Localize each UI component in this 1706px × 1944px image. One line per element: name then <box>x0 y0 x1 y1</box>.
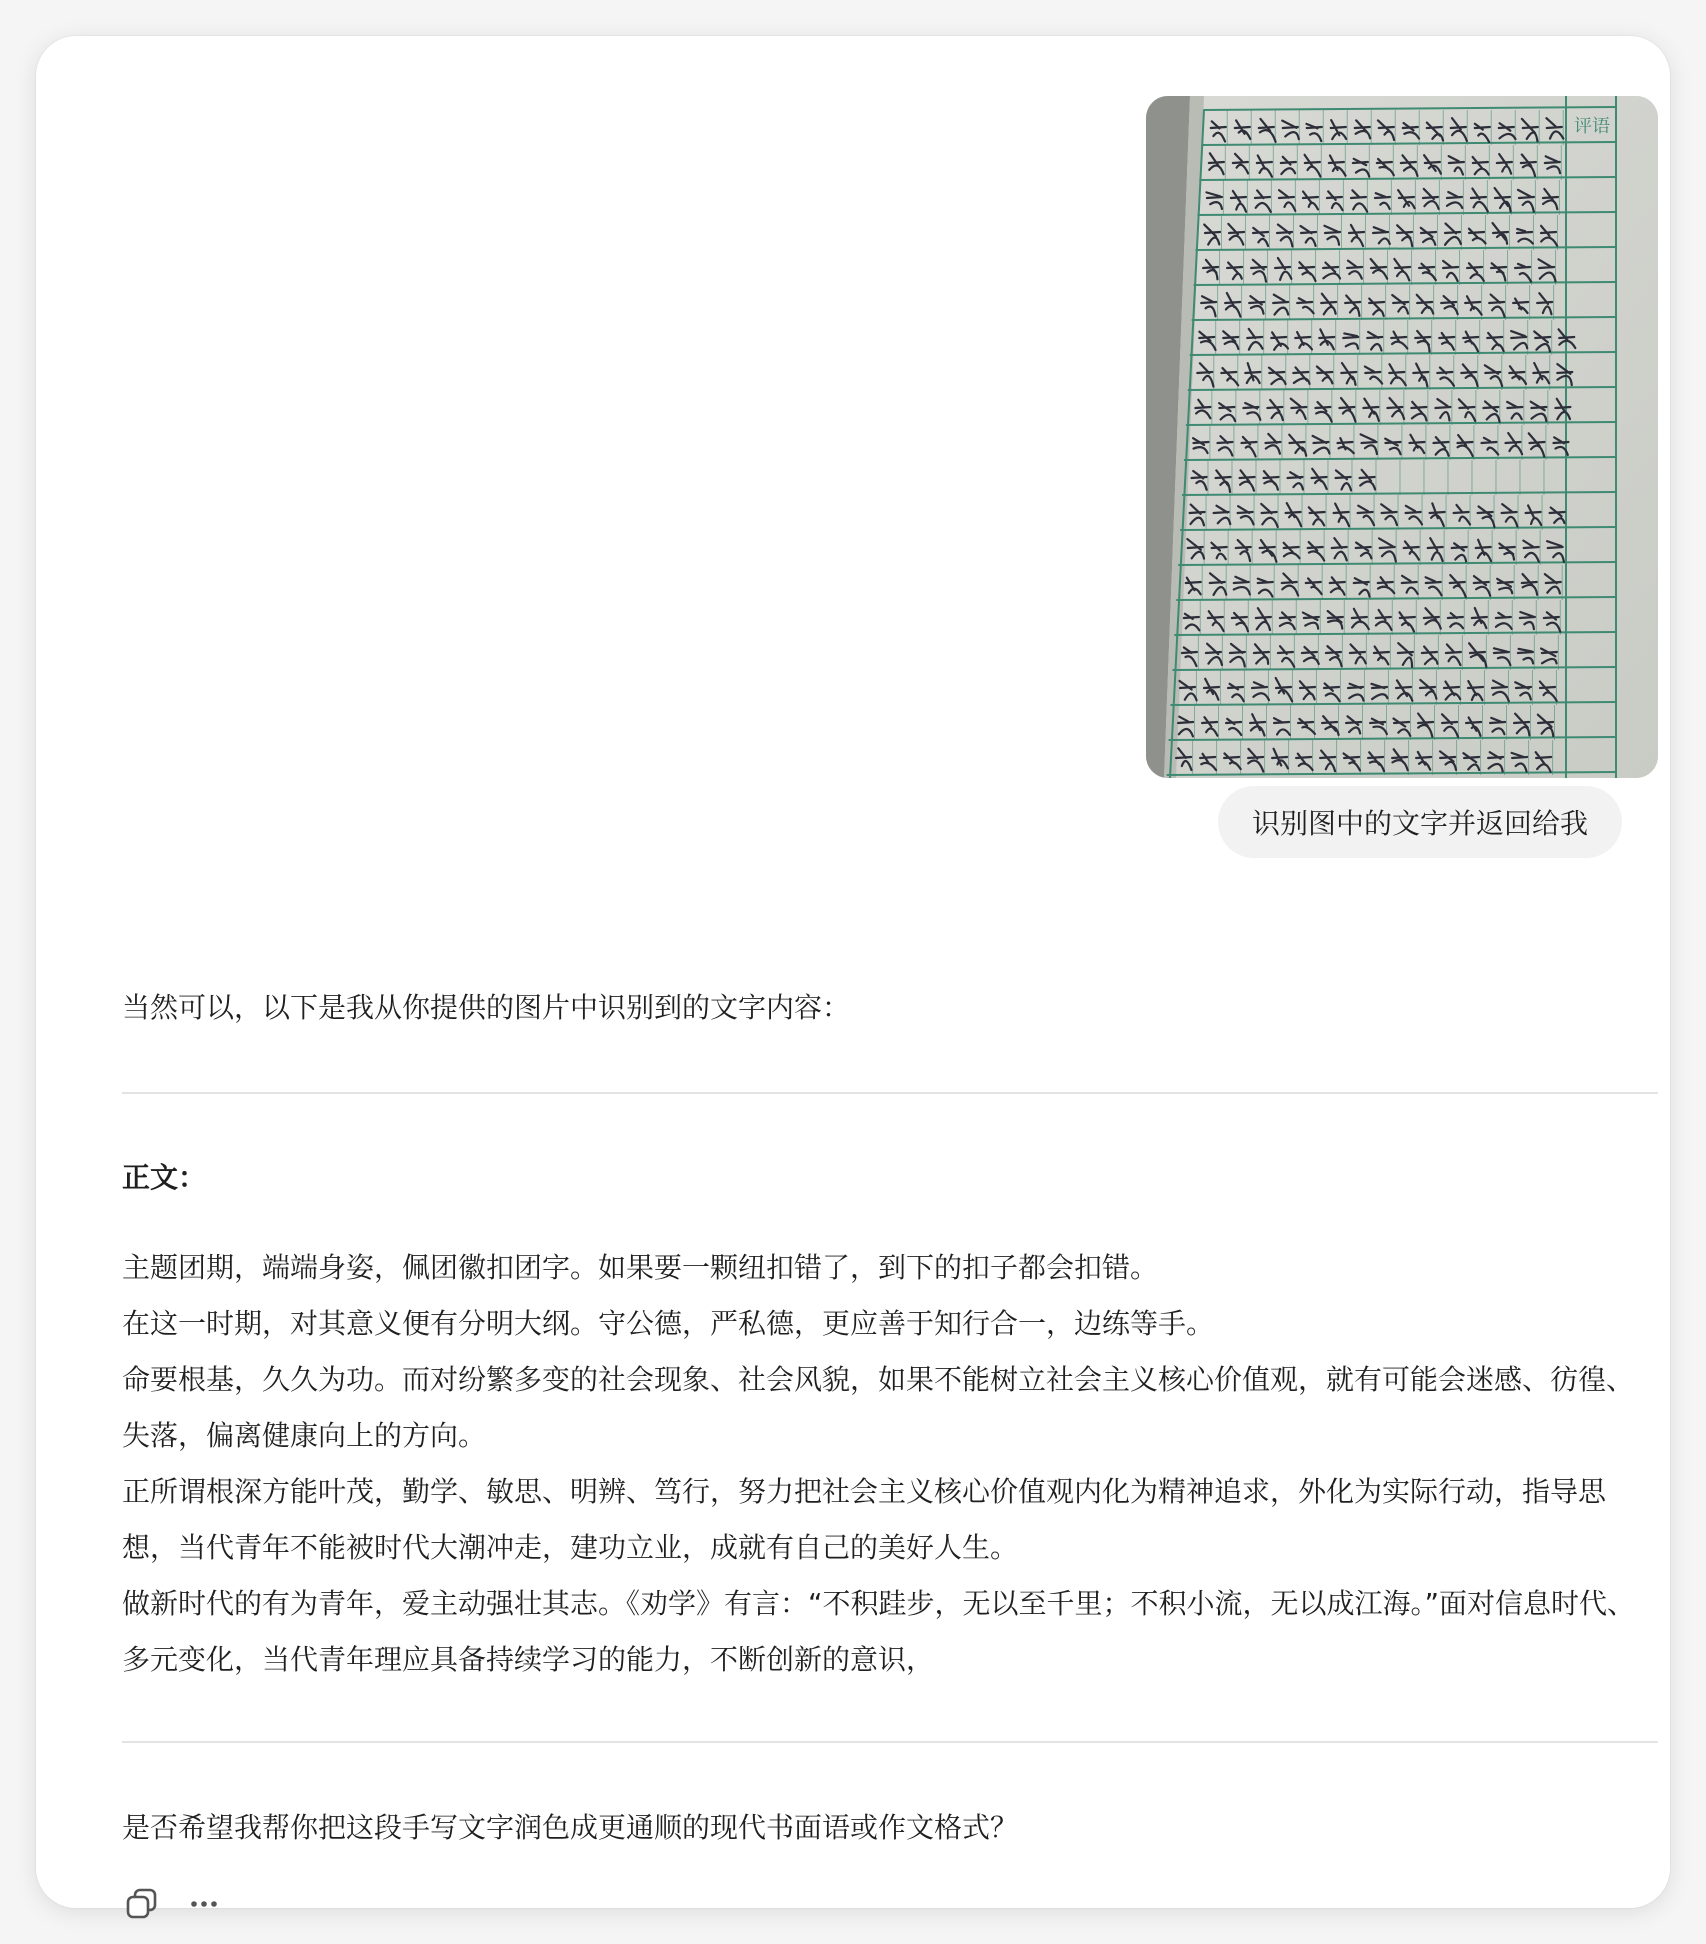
transcribed-paragraph: 在这一时期，对其意义便有分明大纲。守公德，严私德，更应善于知行合一，边练等手。 <box>122 1307 1215 1340</box>
section-title: 正文： <box>122 1161 207 1194</box>
transcribed-paragraph: 主题团期，端端身姿，佩团徽扣团字。如果要一颗纽扣错了，到下的扣子都会扣错。 <box>122 1251 1159 1284</box>
user-message-text: 识别图中的文字并返回给我 <box>1251 807 1588 840</box>
uploaded-image[interactable] <box>1146 96 1658 778</box>
message-actions <box>122 1884 224 1924</box>
assistant-intro-text: 当然可以，以下是我从你提供的图片中识别到的文字内容： <box>122 991 851 1024</box>
more-horizontal-icon <box>187 1887 221 1921</box>
transcribed-paragraph: 命要根基，久久为功。而对纷繁多变的社会现象、社会风貌，如果不能树立社会主义核心价值观，就有可能会迷感、彷徨、失落，偏离健康向上的方向。 <box>122 1363 1635 1452</box>
copy-button[interactable] <box>122 1884 162 1924</box>
follow-up-question: 是否希望我帮你把这段手写文字润色成更通顺的现代书面语或作文格式？ <box>122 1811 1019 1844</box>
chat-container <box>36 36 1670 1908</box>
transcribed-paragraph: 正所谓根深方能叶茂，勤学、敏思、明辨、笃行，努力把社会主义核心价值观内化为精神追求，外化为实际行动，指导思想，当代青年不能被时代大潮冲走，建功立业，成就有自己的美好人生。 <box>122 1475 1607 1564</box>
transcribed-paragraph: 做新时代的有为青年，爱主动强壮其志。《劝学》有言：“不积跬步，无以至千里；不积小流，无以成江海。”面对信息时代、多元变化，当代青年理应具备持续学习的能力，不断创新的意识， <box>122 1587 1636 1676</box>
transcribed-text <box>122 1240 1658 1688</box>
user-message-bubble <box>1218 786 1622 858</box>
divider <box>122 1741 1658 1743</box>
more-options-button[interactable] <box>184 1884 224 1924</box>
svg-text:评语: 评语 <box>1574 116 1610 137</box>
copy-icon <box>125 1887 159 1921</box>
handwritten-page-image <box>1146 96 1658 778</box>
divider <box>122 1092 1658 1094</box>
